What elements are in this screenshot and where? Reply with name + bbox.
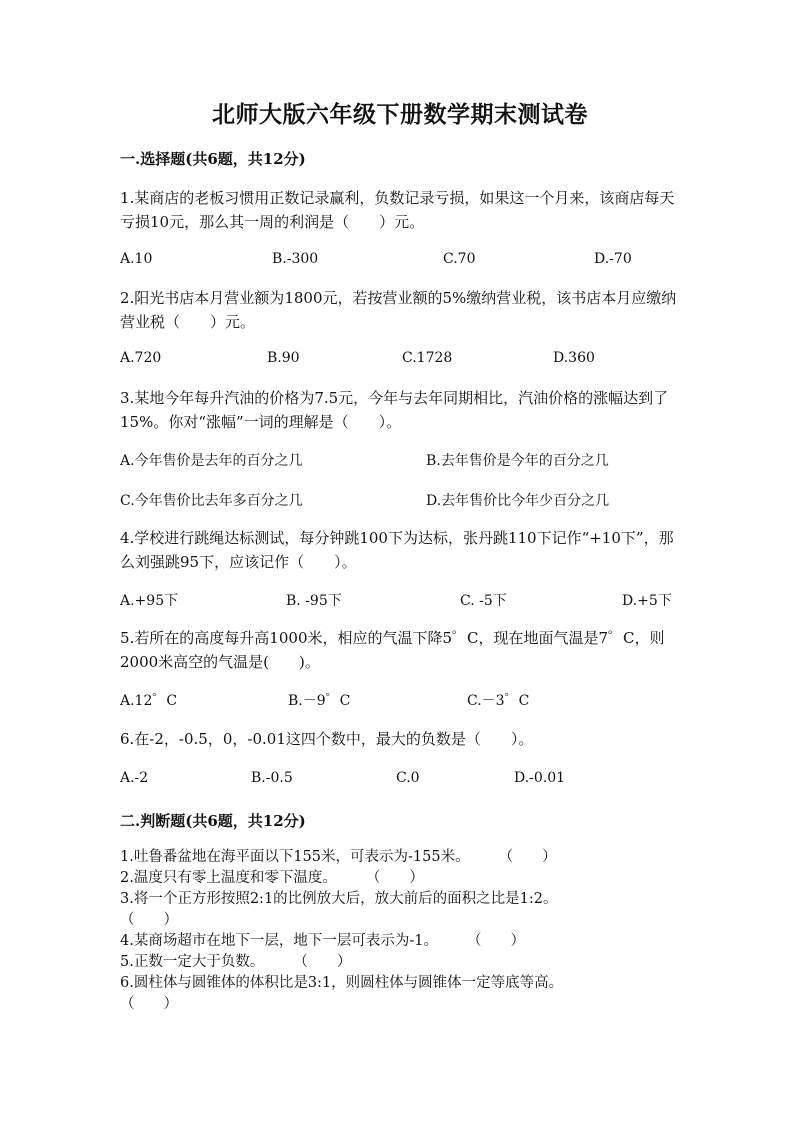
option-c: C.1728 bbox=[402, 350, 453, 366]
option-a: A.今年售价是去年的百分之几 bbox=[120, 453, 303, 469]
option-c: C.70 bbox=[443, 251, 476, 267]
question-6: 6.在-2，-0.5，0，-0.01这四个数中，最大的负数是（ ）。 bbox=[120, 730, 534, 748]
option-a: A.10 bbox=[120, 251, 153, 267]
option-c: C.今年售价比去年多百分之几 bbox=[120, 493, 303, 509]
section-heading-choice: 一.选择题(共6题，共12分) bbox=[120, 150, 306, 168]
judgment-item-5: 5.正数一定大于负数。 （ ） bbox=[120, 954, 352, 970]
option-a: A.-2 bbox=[120, 770, 149, 786]
question-1: 1.某商店的老板习惯用正数记录赢利，负数记录亏损，如果这一个月来，该商店每天亏损10元，那么其一周的利润是（ ）元。 bbox=[120, 189, 675, 231]
judgment-item-6-bracket: （ ） bbox=[120, 996, 178, 1012]
question-2: 2.阳光书店本月营业额为1800元，若按营业额的5%缴纳营业税，该书店本月应缴纳营业税（ ）元。 bbox=[120, 289, 677, 331]
judgment-list bbox=[120, 847, 700, 1015]
options-q6 bbox=[120, 770, 690, 792]
question-4: 4.学校进行跳绳达标测试，每分钟跳100下为达标，张丹跳110下记作“+10下”，那么刘强跳95下，应该记作（ ）。 bbox=[120, 529, 674, 571]
judgment-item-3: 3.将一个正方形按照2:1的比例放大后，放大前后的面积之比是1:2。 bbox=[120, 891, 558, 907]
option-a: A.720 bbox=[120, 350, 162, 366]
judgment-item-2: 2.温度只有零上温度和零下温度。 （ ） bbox=[120, 870, 424, 886]
exam-title: 北师大版六年级下册数学期末测试卷 bbox=[212, 101, 588, 128]
question-3: 3.某地今年每升汽油的价格为7.5元，今年与去年同期相比，汽油价格的涨幅达到了15%。你对“涨幅”一词的理解是（ ）。 bbox=[120, 389, 669, 431]
option-d: D.-0.01 bbox=[514, 770, 566, 786]
option-b: B.-0.5 bbox=[251, 770, 293, 786]
option-b: B.-300 bbox=[272, 251, 319, 267]
judgment-item-1: 1.吐鲁番盆地在海平面以下155米，可表示为-155米。 （ ） bbox=[120, 849, 557, 865]
options-q3-row1 bbox=[120, 450, 690, 472]
option-b: B.－9゜C bbox=[288, 693, 351, 709]
option-b: B. -95下 bbox=[286, 593, 342, 609]
judgment-item-3-bracket: （ ） bbox=[120, 912, 178, 928]
option-b: B.去年售价是今年的百分之几 bbox=[426, 453, 609, 469]
option-d: D.+5下 bbox=[622, 593, 672, 609]
option-b: B.90 bbox=[267, 350, 300, 366]
judgment-item-6: 6.圆柱体与圆锥体的体积比是3:1，则圆柱体与圆锥体一定等底等高。 bbox=[120, 975, 564, 991]
option-d: D.去年售价比今年少百分之几 bbox=[426, 493, 610, 509]
options-q3-row2 bbox=[120, 490, 690, 512]
option-d: D.360 bbox=[553, 350, 595, 366]
section-heading-judgment: 二.判断题(共6题，共12分) bbox=[120, 812, 306, 830]
option-c: C.－3゜C bbox=[467, 693, 530, 709]
judgment-item-4: 4.某商场超市在地下一层，地下一层可表示为-1。 （ ） bbox=[120, 933, 525, 949]
options-q4 bbox=[120, 590, 690, 612]
option-d: D.-70 bbox=[594, 251, 632, 267]
options-q1 bbox=[120, 251, 690, 273]
option-c: C.0 bbox=[396, 770, 420, 786]
option-a: A.+95下 bbox=[120, 593, 179, 609]
option-c: C. -5下 bbox=[460, 593, 507, 609]
options-q5 bbox=[120, 690, 690, 712]
options-q2 bbox=[120, 350, 690, 372]
question-5: 5.若所在的高度每升高1000米，相应的气温下降5゜C，现在地面气温是7゜C，则2000米高空的气温是( )。 bbox=[120, 629, 665, 671]
option-a: A.12゜C bbox=[120, 693, 178, 709]
